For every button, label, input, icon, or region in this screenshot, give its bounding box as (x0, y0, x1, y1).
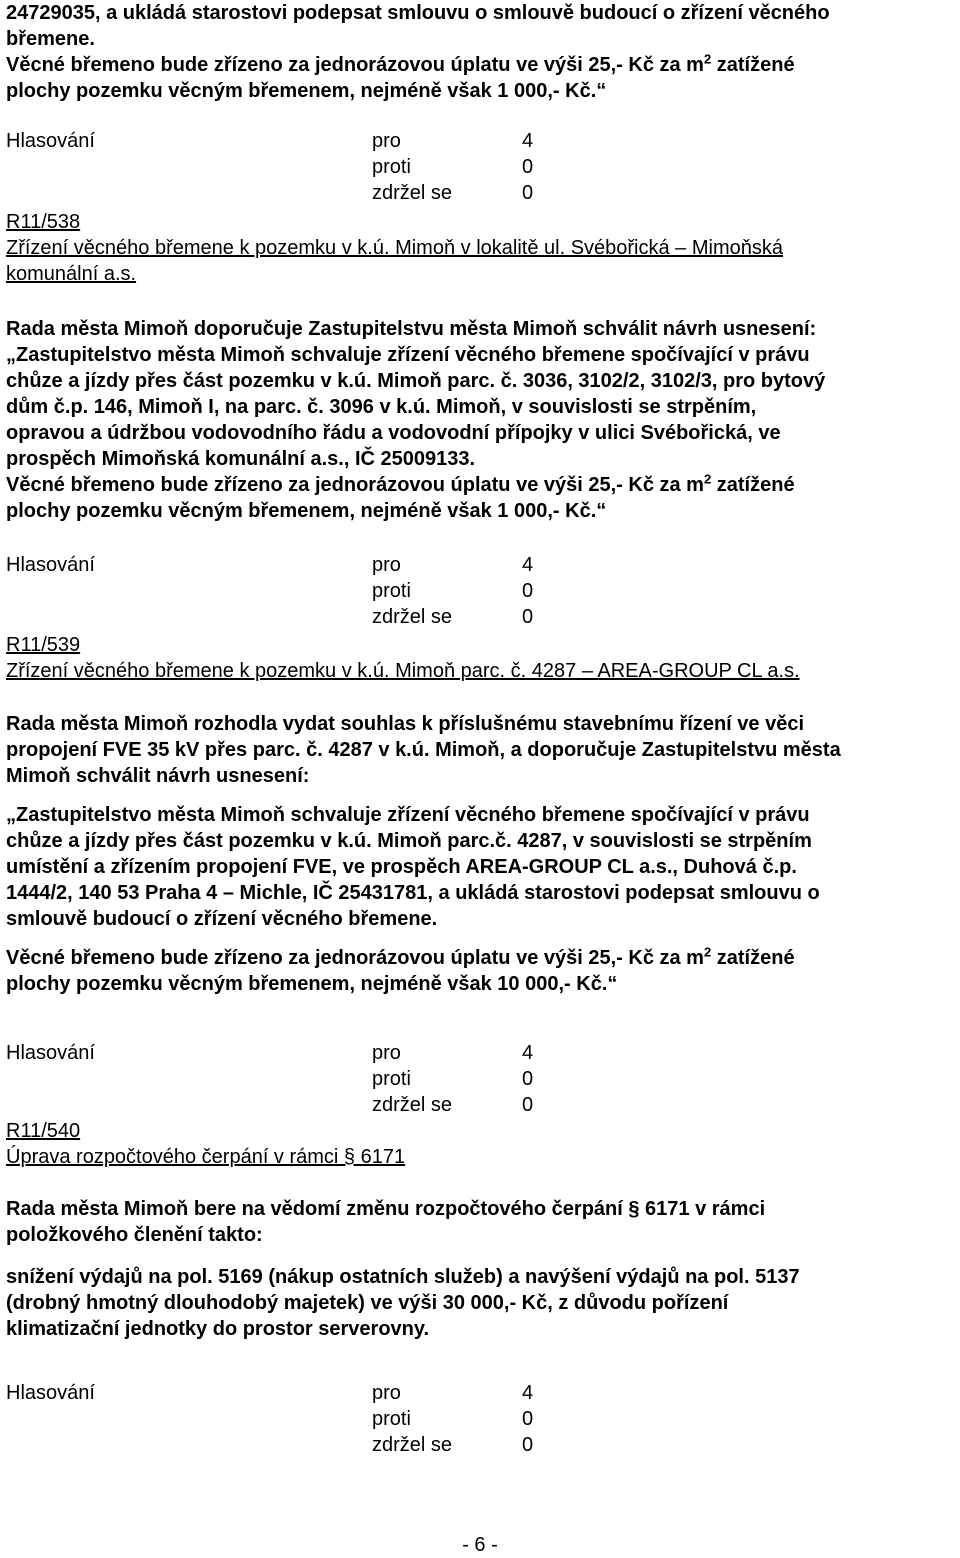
vote-block (6, 1380, 606, 1458)
resolution-539-fee (6, 945, 795, 997)
vote-pro-label: pro (372, 554, 401, 576)
vote-proti-label: proti (372, 1068, 411, 1090)
vote-proti-count: 0 (522, 1408, 534, 1430)
vote-title: Hlasování (6, 554, 95, 576)
vote-zdrzel-label: zdržel se (372, 182, 453, 204)
body-line: „Zastupitelstvo města Mimoň schvaluje zřízení věcného břemene spočívající v právu (6, 804, 810, 826)
vote-pro-count: 4 (522, 554, 534, 576)
body-line: Rada města Mimoň doporučuje Zastupitelstvu města Mimoň schválit návrh usnesení: (6, 318, 817, 340)
fee-line: plochy pozemku věcným břemenem, nejméně však 1 000,- Kč.“ (6, 500, 607, 522)
body-line: „Zastupitelstvo města Mimoň schvaluje zřízení věcného břemene spočívající v právu (6, 344, 810, 366)
resolution-title: komunální a.s. (6, 263, 137, 285)
vote-title: Hlasování (6, 1042, 95, 1064)
page-number: - 6 - (462, 1534, 498, 1556)
body-line: (drobný hmotný dlouhodobý majetek) ve výši 30 000,- Kč, z důvodu pořízení (6, 1292, 729, 1314)
resolution-title: Zřízení věcného břemene k pozemku v k.ú. Mimoň parc. č. 4287 – AREA-GROUP CL a.s. (6, 660, 800, 682)
vote-pro-count: 4 (522, 1042, 534, 1064)
resolution-id: R11/539 (6, 634, 81, 656)
vote-title: Hlasování (6, 130, 95, 152)
body-line: propojení FVE 35 kV přes parc. č. 4287 v k.ú. Mimoň, a doporučuje Zastupitelstvu města (6, 739, 841, 761)
body-line: opravou a údržbou vodovodního řádu a vodovodní přípojky v ulici Svébořická, ve (6, 422, 781, 444)
fee-text: zatížené (711, 947, 795, 969)
vote-block (6, 128, 606, 206)
fee-line: plochy pozemku věcným břemenem, nejméně však 1 000,- Kč.“ (6, 80, 607, 102)
body-line: Mimoň schválit návrh usnesení: (6, 765, 310, 787)
intro-line: 24729035, a ukládá starostovi podepsat smlouvu o smlouvě budoucí o zřízení věcného (6, 2, 830, 24)
resolution-540 (6, 1118, 405, 1170)
body-line: položkového členění takto: (6, 1224, 263, 1246)
vote-proti-count: 0 (522, 156, 534, 178)
resolution-title: Úprava rozpočtového čerpání v rámci § 6171 (6, 1146, 406, 1168)
vote-pro-count: 4 (522, 130, 534, 152)
body-line: klimatizační jednotky do prostor serverovny. (6, 1318, 430, 1340)
resolution-id: R11/538 (6, 211, 81, 233)
body-line: Rada města Mimoň bere na vědomí změnu rozpočtového čerpání § 6171 v rámci (6, 1198, 766, 1220)
vote-pro-label: pro (372, 1042, 401, 1064)
vote-zdrzel-count: 0 (522, 182, 534, 204)
body-line: prospěch Mimoňská komunální a.s., IČ 25009133. (6, 448, 476, 470)
fee-text: Věcné břemeno bude zřízeno za jednorázovou úplatu ve výši 25,- Kč za m (6, 54, 704, 76)
resolution-538 (6, 209, 783, 287)
fee-text: Věcné břemeno bude zřízeno za jednorázovou úplatu ve výši 25,- Kč za m (6, 474, 704, 496)
fee-line: plochy pozemku věcným břemenem, nejméně však 10 000,- Kč.“ (6, 973, 618, 995)
vote-zdrzel-count: 0 (522, 1434, 534, 1456)
superscript-2: 2 (703, 944, 712, 960)
resolution-id: R11/540 (6, 1120, 81, 1142)
fee-text: zatížené (711, 474, 795, 496)
fee-text: zatížené (711, 54, 795, 76)
resolution-539-body (6, 711, 841, 789)
fee-line (6, 945, 795, 971)
resolution-539-proposal (6, 802, 820, 932)
vote-zdrzel-label: zdržel se (372, 1434, 453, 1456)
body-line: 1444/2, 140 53 Praha 4 – Michle, IČ 25431781, a ukládá starostovi podepsat smlouvu o (6, 882, 820, 904)
body-line: chůze a jízdy přes část pozemku v k.ú. Mimoň parc. č. 3036, 3102/2, 3102/3, pro bytový (6, 370, 826, 392)
vote-proti-label: proti (372, 580, 411, 602)
body-line: smlouvě budoucí o zřízení věcného břemene. (6, 908, 438, 930)
vote-pro-label: pro (372, 130, 401, 152)
vote-pro-count: 4 (522, 1382, 534, 1404)
vote-block (6, 552, 606, 630)
intro-block (6, 0, 830, 104)
intro-line: břemene. (6, 28, 95, 50)
vote-proti-count: 0 (522, 1068, 534, 1090)
body-line: umístění a zřízením propojení FVE, ve prospěch AREA-GROUP CL a.s., Duhová č.p. (6, 856, 797, 878)
resolution-540-body (6, 1196, 765, 1248)
vote-proti-label: proti (372, 156, 411, 178)
resolution-538-body (6, 316, 825, 524)
body-line: chůze a jízdy přes část pozemku v k.ú. Mimoň parc.č. 4287, v souvislosti se strpěním (6, 830, 812, 852)
resolution-540-detail (6, 1264, 800, 1342)
fee-text: Věcné břemeno bude zřízeno za jednorázovou úplatu ve výši 25,- Kč za m (6, 947, 704, 969)
body-line: Rada města Mimoň rozhodla vydat souhlas k příslušnému stavebnímu řízení ve věci (6, 713, 805, 735)
vote-title: Hlasování (6, 1382, 95, 1404)
resolution-title: Zřízení věcného břemene k pozemku v k.ú. Mimoň v lokalitě ul. Svébořická – Mimoňská (6, 237, 783, 259)
vote-block (6, 1040, 606, 1118)
fee-line (6, 52, 830, 78)
vote-proti-label: proti (372, 1408, 411, 1430)
resolution-539 (6, 632, 800, 684)
superscript-2: 2 (703, 51, 712, 67)
vote-zdrzel-count: 0 (522, 606, 534, 628)
body-line: dům č.p. 146, Mimoň I, na parc. č. 3096 v k.ú. Mimoň, v souvislosti se strpěním, (6, 396, 757, 418)
vote-proti-count: 0 (522, 580, 534, 602)
vote-zdrzel-count: 0 (522, 1094, 534, 1116)
body-line: snížení výdajů na pol. 5169 (nákup ostatních služeb) a navýšení výdajů na pol. 5137 (6, 1266, 800, 1288)
vote-zdrzel-label: zdržel se (372, 606, 453, 628)
superscript-2: 2 (703, 471, 712, 487)
vote-zdrzel-label: zdržel se (372, 1094, 453, 1116)
vote-pro-label: pro (372, 1382, 401, 1404)
fee-line (6, 472, 825, 498)
